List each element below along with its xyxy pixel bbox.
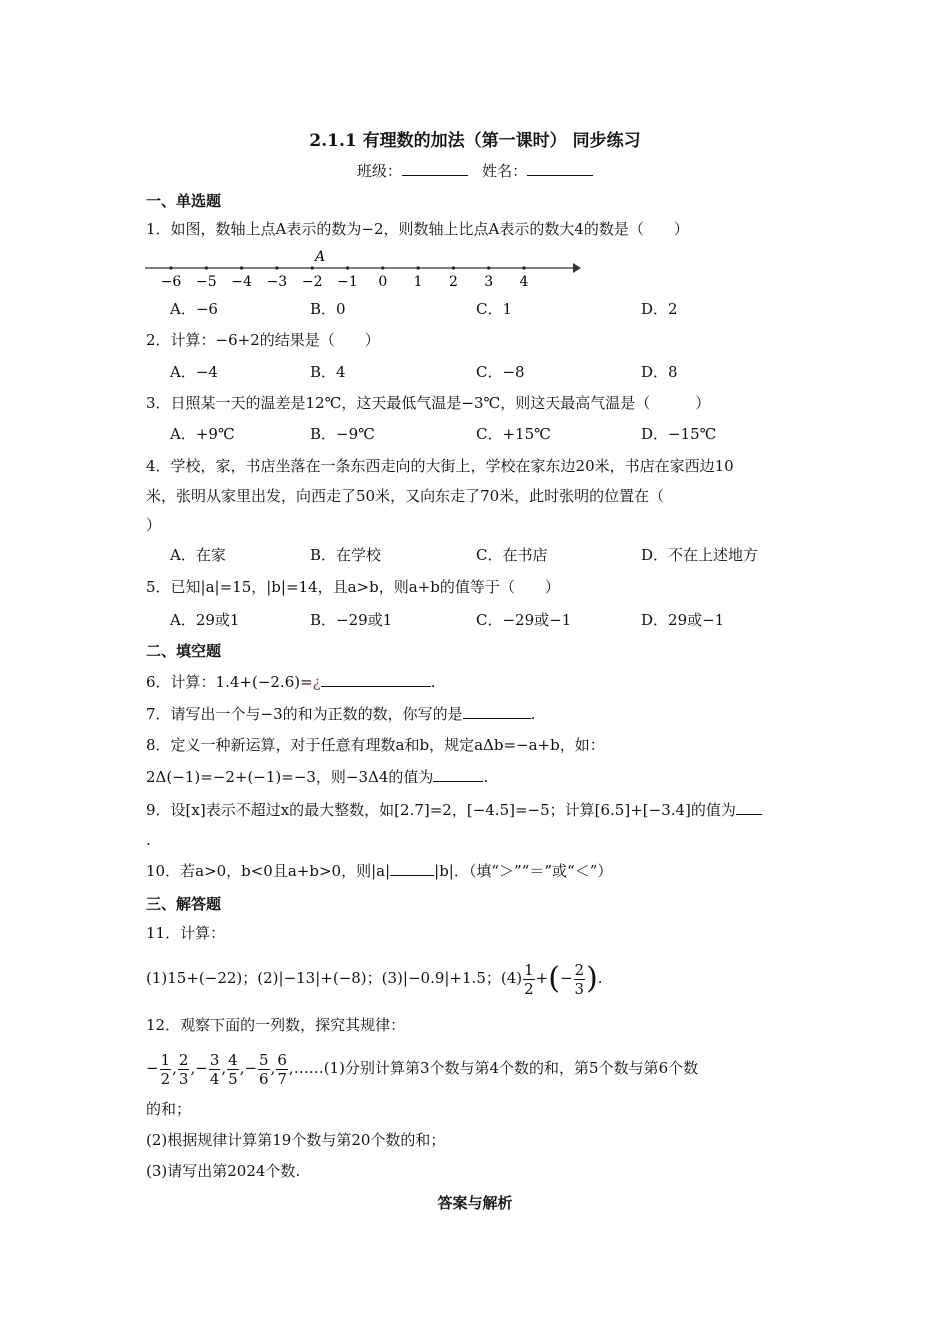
q12-sequence-line — [146, 1048, 698, 1088]
q2-option-c[interactable]: C．−8 — [476, 363, 525, 381]
number-line-arrow — [573, 263, 581, 273]
number-line-figure — [143, 246, 583, 290]
number-line-tick — [240, 266, 243, 269]
class-label: 班级： — [356, 162, 402, 180]
q1-option-d[interactable]: D．2 — [641, 300, 678, 318]
sequence-sign: − — [146, 1059, 159, 1077]
sequence-fraction: $\frac{3}{4}$ — [209, 1050, 220, 1088]
q12-line2: 的和； — [146, 1100, 192, 1118]
q12-sequence-tail: ,……(1)分别计算第3个数与第4个数的和，第5个数与第6个数 — [288, 1059, 699, 1077]
number-line-tick — [487, 266, 490, 269]
q11-paren-close: ) — [586, 961, 598, 996]
q3-option-c[interactable]: C．+15℃ — [476, 425, 551, 443]
q10-text-end: |b|．（填“＞”“＝”或“＜”） — [434, 862, 613, 880]
q6-mark: ¿ — [312, 673, 321, 691]
section-heading-solutions: 三、解答题 — [146, 895, 222, 913]
q8-period: . — [483, 768, 489, 786]
q9-text: 9．设[x]表示不超过x的最大整数，如[2.7]=2，[−4.5]=−5；计算[6.5]+[−3.4]的值为 — [146, 801, 736, 819]
q2-stem: 2．计算：−6+2的结果是（ ） — [146, 331, 380, 349]
number-line-tick-label: 3 — [484, 274, 494, 290]
q3-option-d[interactable]: D．−15℃ — [641, 425, 717, 443]
q3-option-a[interactable]: A．+9℃ — [170, 425, 235, 443]
point-a-label: A — [315, 249, 326, 265]
page-title: 2.1.1 有理数的加法（第一课时） 同步练习 — [309, 131, 641, 151]
number-line-tick — [452, 266, 455, 269]
q8-text: 2Δ(−1)=−2+(−1)=−3，则−3Δ4的值为 — [146, 768, 434, 786]
sequence-fraction: $\frac{4}{5}$ — [228, 1050, 238, 1088]
number-line-tick-label: −1 — [337, 274, 358, 290]
sequence-fraction: $\frac{2}{3}$ — [178, 1050, 189, 1088]
q12-line3: (2)根据规律计算第19个数与第20个数的和； — [146, 1131, 446, 1149]
sequence-sign: − — [195, 1059, 208, 1077]
q4-option-c[interactable]: C．在书店 — [476, 546, 548, 564]
number-line-tick-label: −4 — [231, 274, 252, 290]
number-line-tick — [311, 266, 314, 269]
q12-line4: (3)请写出第2024个数. — [146, 1162, 301, 1180]
q11-fraction-2: $\frac{2}{3}$ — [574, 960, 585, 998]
q11-neg: − — [559, 969, 573, 987]
q7-text: 7．请写出一个与−3的和为正数的数，你写的是 — [146, 705, 463, 723]
number-line-tick-label: −5 — [195, 274, 217, 290]
q7-period: . — [530, 705, 536, 723]
answer-heading: 答案与解析 — [437, 1194, 513, 1212]
number-line-tick — [381, 266, 384, 269]
q11-expressions — [146, 958, 603, 998]
q1-option-a[interactable]: A．−6 — [170, 300, 218, 318]
q5-option-c[interactable]: C．−29或−1 — [476, 611, 572, 629]
q8-line2 — [146, 767, 488, 787]
q11-stem: 11．计算： — [146, 924, 226, 942]
q8-answer-blank[interactable] — [433, 767, 483, 782]
number-line-tick-label: −2 — [301, 274, 323, 290]
q10-text: 10．若a>0，b<0且a+b>0，则|a| — [146, 862, 391, 880]
sequence-fraction: $\frac{5}{6}$ — [259, 1050, 269, 1088]
section-heading-single-choice: 一、单选题 — [146, 192, 222, 210]
q4-option-a[interactable]: A．在家 — [170, 546, 226, 564]
sequence-comma: , — [239, 1059, 245, 1077]
q11-parts: (1)15+(−22)；(2)|−13|+(−8)；(3)|−0.9|+1.5；(4) — [146, 969, 523, 987]
number-line-tick — [205, 266, 208, 269]
q10-line — [146, 861, 612, 881]
number-line-tick-label: −3 — [266, 274, 288, 290]
q3-option-b[interactable]: B．−9℃ — [310, 425, 375, 443]
q11-period: . — [597, 969, 603, 987]
number-line-tick — [346, 266, 349, 269]
q5-option-b[interactable]: B．−29或1 — [310, 611, 393, 629]
q10-answer-blank[interactable] — [390, 861, 434, 876]
q4-option-d[interactable]: D．不在上述地方 — [641, 546, 759, 564]
name-label: 姓名： — [482, 162, 528, 180]
sequence-comma: , — [190, 1059, 196, 1077]
sequence-sign: − — [244, 1059, 258, 1077]
q1-option-b[interactable]: B．0 — [310, 300, 346, 318]
q7-line — [146, 704, 535, 724]
q9-answer-blank[interactable] — [736, 800, 762, 815]
q6-text: 6．计算：1.4+(−2.6)= — [146, 673, 313, 691]
number-line-tick-label: −6 — [160, 274, 182, 290]
q11-plus: + — [535, 969, 549, 987]
q1-stem: 1．如图，数轴上点A表示的数为−2，则数轴上比点A表示的数大4的数是（ ） — [146, 220, 689, 238]
q12-sequence — [146, 1050, 289, 1088]
q5-option-a[interactable]: A．29或1 — [170, 611, 240, 629]
q2-option-d[interactable]: D．8 — [641, 363, 678, 381]
q11-fraction-1: $\frac{1}{2}$ — [524, 960, 534, 998]
q4-stem-line2: 米，张明从家里出发，向西走了50米，又向东走了70米，此时张明的位置在（ — [146, 487, 665, 505]
q5-option-d[interactable]: D．29或−1 — [641, 611, 725, 629]
q4-stem-line3: ） — [146, 516, 162, 534]
name-blank — [527, 161, 593, 176]
q2-option-b[interactable]: B．4 — [310, 363, 346, 381]
number-line-tick — [169, 266, 172, 269]
q12-stem: 12．观察下面的一列数，探究其规律： — [146, 1016, 406, 1034]
q5-stem: 5．已知|a|=15，|b|=14，且a>b，则a+b的值等于（ ） — [146, 578, 560, 596]
q4-option-b[interactable]: B．在学校 — [310, 546, 382, 564]
sequence-comma: , — [221, 1059, 227, 1077]
q6-answer-blank[interactable] — [321, 672, 431, 687]
student-info-line — [0, 160, 950, 181]
q9-line2: . — [146, 831, 151, 849]
q2-option-a[interactable]: A．−4 — [170, 363, 218, 381]
q11-paren-open: ( — [548, 961, 560, 996]
q6-period: . — [430, 673, 436, 691]
q8-line1: 8．定义一种新运算，对于任意有理数a和b，规定aΔb=−a+b，如： — [146, 736, 605, 754]
number-line-tick — [417, 266, 420, 269]
sequence-comma: , — [270, 1059, 276, 1077]
sequence-fraction: $\frac{1}{2}$ — [160, 1050, 171, 1088]
q4-stem-line1: 4．学校，家，书店坐落在一条东西走向的大街上，学校在家东边20米，书店在家西边10 — [146, 457, 734, 475]
q7-answer-blank[interactable] — [463, 704, 531, 719]
sequence-comma: , — [172, 1059, 177, 1077]
number-line-tick-label: 4 — [519, 274, 529, 290]
number-line-tick-label: 1 — [413, 274, 423, 290]
number-line-tick — [275, 266, 278, 269]
number-line-tick — [522, 266, 525, 269]
class-blank — [402, 161, 468, 176]
q3-stem: 3．日照某一天的温差是12℃，这天最低气温是−3℃，则这天最高气温是（ ） — [146, 394, 711, 412]
number-line-tick-label: 0 — [378, 274, 388, 290]
q6-line — [146, 672, 436, 692]
number-line-tick-label: 2 — [448, 274, 458, 290]
q9-line1 — [146, 800, 762, 820]
q1-option-c[interactable]: C．1 — [476, 300, 513, 318]
section-heading-fill-in: 二、填空题 — [146, 642, 222, 660]
sequence-fraction: $\frac{6}{7}$ — [277, 1050, 287, 1088]
